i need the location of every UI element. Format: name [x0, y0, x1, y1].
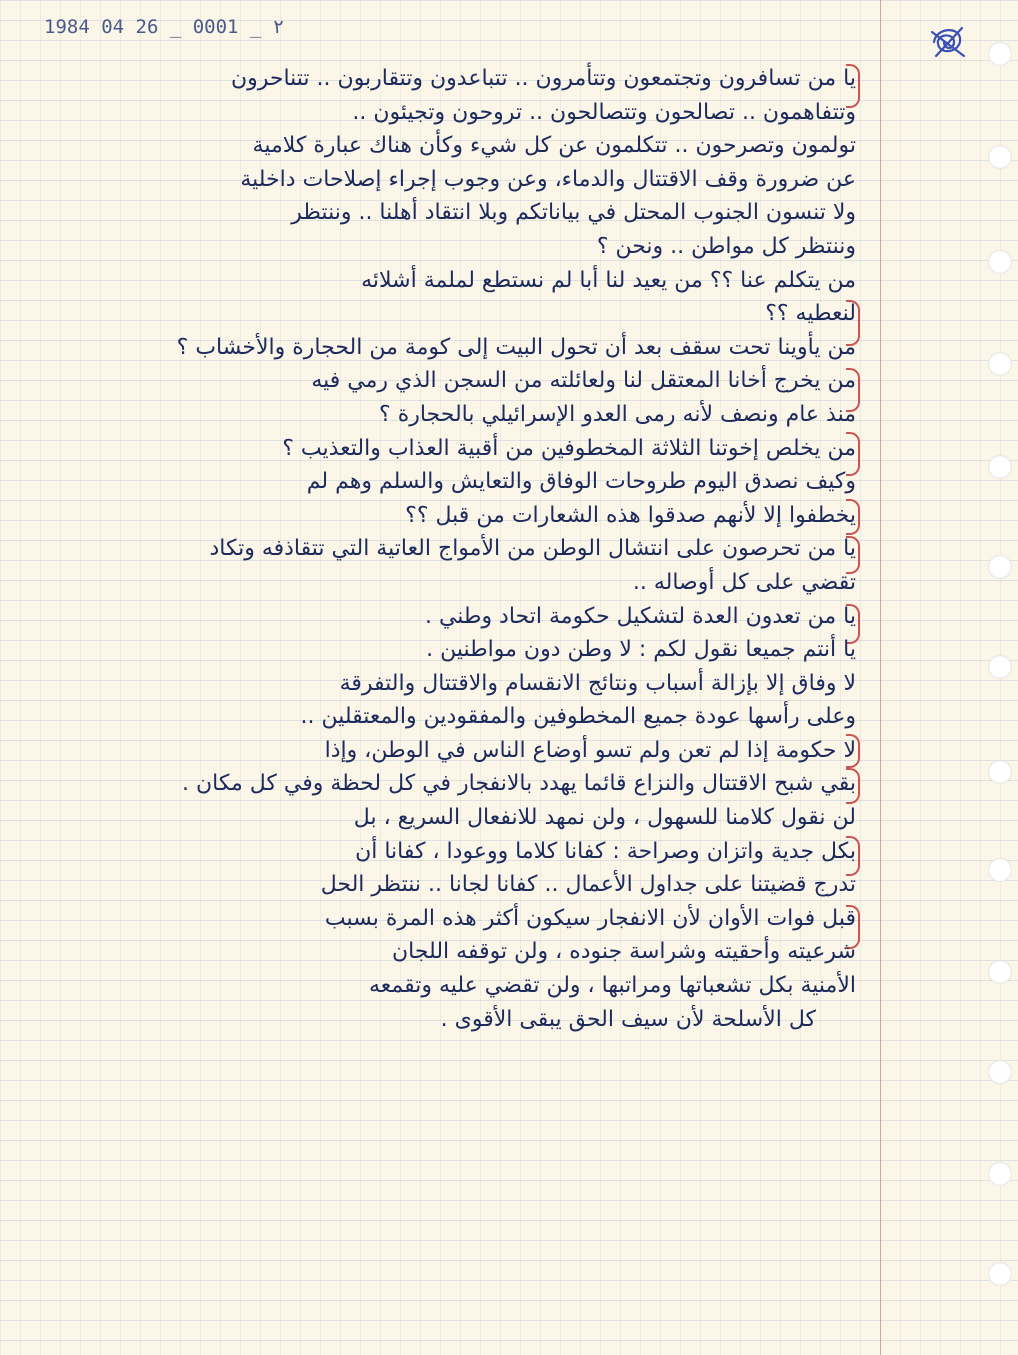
text-line: من يأوينا تحت سقف بعد أن تحول البيت إلى كومة من الحجارة والأخشاب ؟	[176, 334, 856, 360]
text-line: بقي شبح الاقتتال والنزاع قائما يهدد بالانفجار في كل لحظة وفي كل مكان .	[181, 771, 856, 797]
text-line: تدرج قضيتنا على جداول الأعمال .. كفانا لجانا .. ننتظر الحل	[320, 872, 856, 898]
binder-hole	[988, 960, 1012, 984]
binder-hole	[988, 455, 1012, 479]
binder-hole	[988, 760, 1012, 784]
text-line: ولا تنسون الجنوب المحتل في بياناتكم وبلا انتقاد أهلنا .. وننتظر	[291, 200, 856, 226]
text-line: لنعطيه ؟؟	[765, 301, 856, 327]
binder-hole	[988, 555, 1012, 579]
text-line: كل الأسلحة لأن سيف الحق يبقى الأقوى .	[440, 1006, 816, 1032]
text-line: وتتفاهمون .. تصالحون وتتصالحون .. تروحون وتجيئون ..	[352, 99, 856, 125]
binder-hole	[988, 1060, 1012, 1084]
binder-hole	[988, 42, 1012, 66]
binder-hole	[988, 655, 1012, 679]
text-line: لن نقول كلامنا للسهول ، ولن نمهد للانفعال السريع ، بل	[353, 805, 856, 831]
binder-hole	[988, 145, 1012, 169]
text-line: شرعيته وأحقيته وشراسة جنوده ، ولن توقفه اللجان	[392, 939, 856, 965]
text-line: من يخرج أخانا المعتقل لنا ولعائلته من السجن الذي رمي فيه	[311, 368, 856, 394]
text-line: من يتكلم عنا ؟؟ من يعيد لنا أبا لم نستطع لملمة أشلائه	[361, 267, 856, 293]
handwritten-text	[20, 62, 856, 1036]
binder-hole	[988, 250, 1012, 274]
text-line: يا من تعدون العدة لتشكيل حكومة اتحاد وطني .	[424, 603, 856, 629]
ink-scribble-mark	[928, 22, 968, 62]
binder-hole	[988, 1262, 1012, 1286]
text-line: من يخلص إخوتنا الثلاثة المخطوفين من أقبية العذاب والتعذيب ؟	[282, 435, 856, 461]
text-line: يخطفوا إلا لأنهم صدقوا هذه الشعارات من قبل ؟؟	[405, 502, 856, 528]
text-line: قبل فوات الأوان لأن الانفجار سيكون أكثر هذه المرة بسبب	[324, 905, 856, 931]
text-line: وعلى رأسها عودة جميع المخطوفين والمفقودين والمعتقلين ..	[300, 704, 856, 730]
margin-rule	[880, 0, 881, 1355]
binder-hole	[988, 858, 1012, 882]
text-line: تولمون وتصرحون .. تتكلمون عن كل شيء وكأن هناك عبارة كلامية	[252, 133, 856, 159]
text-line: بكل جدية واتزان وصراحة : كفانا كلاما ووعودا ، كفانا أن	[355, 838, 856, 864]
text-line: يا أنتم جميعا نقول لكم : لا وطن دون مواطنين .	[426, 637, 856, 663]
text-line: تقضي على كل أوصاله ..	[632, 569, 856, 595]
binder-hole	[988, 352, 1012, 376]
document-reference-number: 1984 04 26 _ 0001 _ ٢	[44, 16, 285, 38]
text-line: يا من تحرصون على انتشال الوطن من الأمواج العاتية التي تتقاذفه وتكاد	[209, 536, 856, 562]
text-line: وكيف نصدق اليوم طروحات الوفاق والتعايش والسلم وهم لم	[306, 469, 856, 495]
binder-hole	[988, 1162, 1012, 1186]
text-line: لا وفاق إلا بإزالة أسباب ونتائج الانقسام والاقتتال والتفرقة	[339, 670, 856, 696]
text-line: عن ضرورة وقف الاقتتال والدماء، وعن وجوب إجراء إصلاحات داخلية	[240, 166, 856, 192]
text-line: يا من تسافرون وتجتمعون وتتأمرون .. تتباعدون وتتقاربون .. تتناحرون	[230, 66, 856, 91]
text-line: الأمنية بكل تشعباتها ومراتبها ، ولن تقضي عليه وتقمعه	[368, 973, 856, 999]
text-line: لا حكومة إذا لم تعن ولم تسو أوضاع الناس في الوطن، وإذا	[324, 737, 856, 763]
text-line: منذ عام ونصف لأنه رمى العدو الإسرائيلي بالحجارة ؟	[379, 401, 856, 427]
text-line: وننتظر كل مواطن .. ونحن ؟	[596, 233, 856, 259]
